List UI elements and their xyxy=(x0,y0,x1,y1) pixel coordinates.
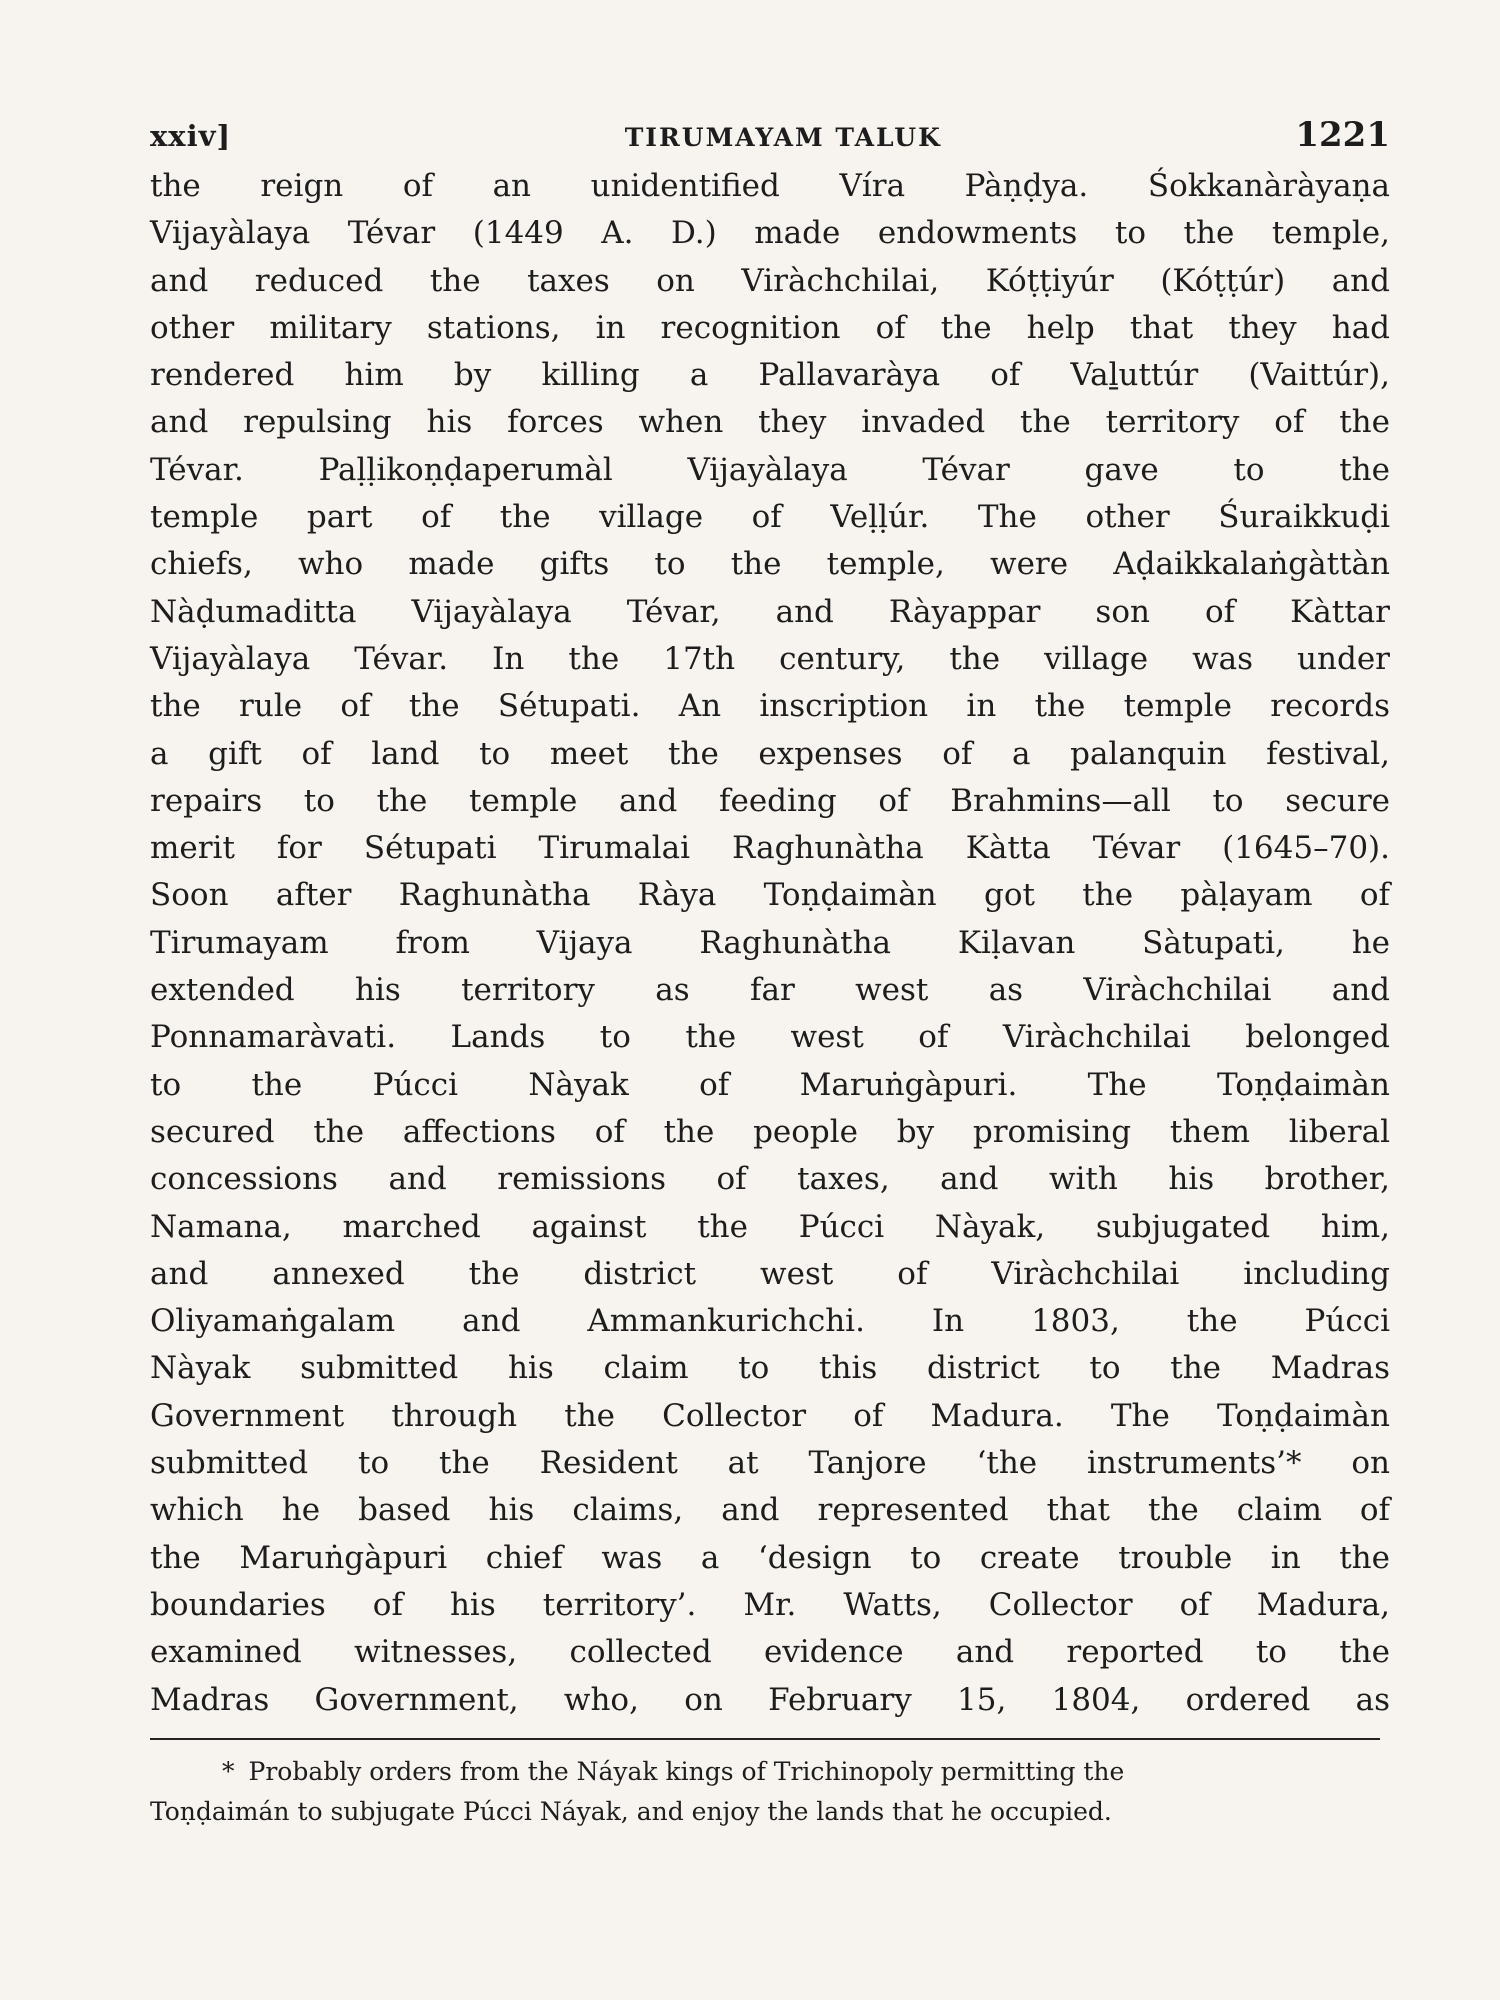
running-title: TIRUMAYAM TALUK xyxy=(624,123,942,152)
text-line: examined witnesses, collected evidence and reported to the xyxy=(150,1634,1390,1671)
text-line: Namana, marched against the Púcci Nàyak, subjugated him, xyxy=(150,1208,1390,1245)
text-line: concessions and remissions of taxes, and with his brother, xyxy=(150,1161,1390,1198)
text-line: Government through the Collector of Madura. The Toṇḍaimàn xyxy=(150,1397,1390,1434)
text-line: extended his territory as far west as Viràchchilai and xyxy=(150,972,1390,1009)
text-line: rendered him by killing a Pallavaràya of Vaḻuttúr (Vaittúr), xyxy=(150,357,1390,394)
text-line: Oliyamaṅgalam and Ammankurichchi. In 1803, the Púcci xyxy=(150,1303,1390,1340)
text-line: the rule of the Sétupati. An inscription in the temple records xyxy=(150,688,1390,725)
text-line: other military stations, in recognition of the help that they had xyxy=(150,309,1390,346)
text-line: Vijayàlaya Tévar (1449 A. D.) made endowments to the temple, xyxy=(150,215,1390,252)
text-line: Tévar. Paḷḷikoṇḍaperumàl Vijayàlaya Tévar gave to the xyxy=(150,451,1390,488)
text-line: and reduced the taxes on Viràchchilai, Kóṭṭiyúr (Kóṭṭúr) and xyxy=(150,262,1390,299)
page-header xyxy=(150,115,1390,155)
chapter-marker: xxiv] xyxy=(150,119,232,153)
footnote-line: Toṇḍaimán to subjugate Púcci Náyak, and enjoy the lands that he occupied. xyxy=(150,1796,1112,1826)
page-number: 1221 xyxy=(1295,115,1390,155)
text-line: Nàḍumaditta Vijayàlaya Tévar, and Ràyappar son of Kàttar xyxy=(150,593,1390,630)
text-line: chiefs, who made gifts to the temple, were Aḍaikkalaṅgàttàn xyxy=(150,546,1390,583)
text-line: a gift of land to meet the expenses of a palanquin festival, xyxy=(150,735,1390,772)
text-line: temple part of the village of Veḷḷúr. The other Śuraikkuḍi xyxy=(150,499,1390,536)
footnote-line: Probably orders from the Náyak kings of Trichinopoly permitting the xyxy=(248,1756,1125,1786)
text-line: boundaries of his territory’. Mr. Watts, Collector of Madura, xyxy=(150,1586,1390,1623)
text-line: Tirumayam from Vijaya Raghunàtha Kiḷavan Sàtupati, he xyxy=(150,924,1390,961)
text-line: submitted to the Resident at Tanjore ‘the instruments’* on xyxy=(150,1445,1390,1482)
text-line: which he based his claims, and represented that the claim of xyxy=(150,1492,1390,1529)
text-line: the reign of an unidentified Víra Pàṇḍya. Śokkanàràyaṇa xyxy=(150,168,1390,204)
text-line: merit for Sétupati Tirumalai Raghunàtha Kàtta Tévar (1645–70). xyxy=(150,830,1390,867)
footnote xyxy=(150,1752,1390,1832)
text-line: Soon after Raghunàtha Ràya Toṇḍaimàn got the pàḷayam of xyxy=(150,877,1390,914)
text-line: and annexed the district west of Viràchchilai including xyxy=(150,1255,1390,1292)
body-paragraph xyxy=(150,163,1390,1724)
text-line: and repulsing his forces when they invaded the territory of the xyxy=(150,404,1390,441)
text-line: repairs to the temple and feeding of Brahmins—all to secure xyxy=(150,782,1390,819)
text-line: Nàyak submitted his claim to this district to the Madras xyxy=(150,1350,1390,1387)
text-line: Ponnamaràvati. Lands to the west of Viràchchilai belonged xyxy=(150,1019,1390,1056)
text-line: Madras Government, who, on February 15, 1804, ordered as xyxy=(150,1681,1390,1718)
text-line: the Maruṅgàpuri chief was a ‘design to create trouble in the xyxy=(150,1539,1390,1576)
text-line: Vijayàlaya Tévar. In the 17th century, the village was under xyxy=(150,640,1390,677)
footnote-divider xyxy=(150,1738,1380,1740)
footnote-marker: * xyxy=(222,1756,235,1786)
text-line: to the Púcci Nàyak of Maruṅgàpuri. The Toṇḍaimàn xyxy=(150,1066,1390,1103)
text-line: secured the affections of the people by promising them liberal xyxy=(150,1113,1390,1150)
